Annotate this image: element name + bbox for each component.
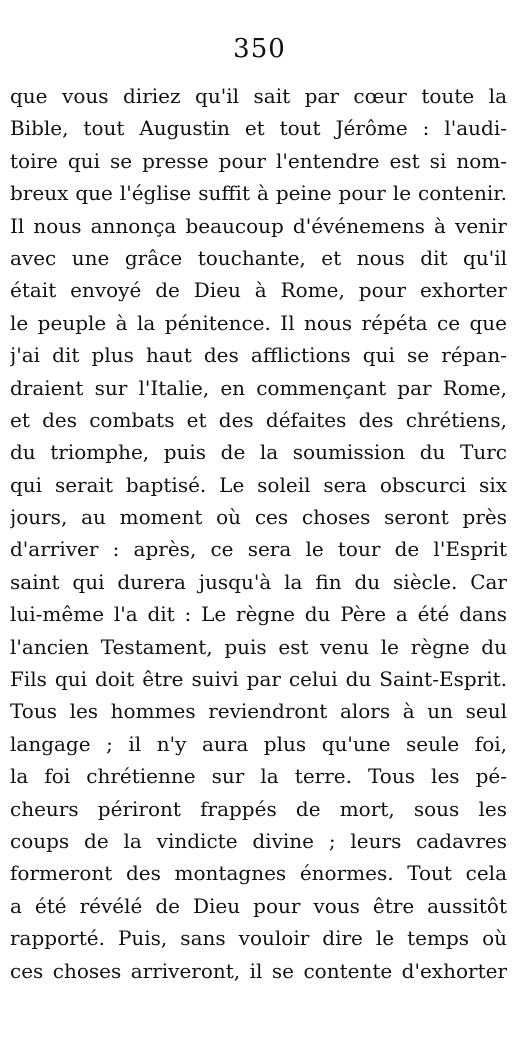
text-line: langage ; il n'y aura plus qu'une seule foi, (10, 731, 507, 756)
text-line: était envoyé de Dieu à Rome, pour exhorter (10, 278, 507, 303)
text-line: jours, au moment où ces choses seront près (10, 505, 507, 530)
text-line: et des combats et des défaites des chrétiens, (10, 407, 507, 432)
text-line: ces choses arriveront, il se contente d'exhorter (10, 958, 507, 983)
text-line: rapporté. Puis, sans vouloir dire le temps où (10, 926, 507, 951)
text-line: breux que l'église suffit à peine pour le contenir. (10, 181, 507, 206)
text-line: l'ancien Testament, puis est venu le règne du (10, 634, 507, 659)
text-line: lui-même l'a dit : Le règne du Père a été dans (10, 602, 507, 627)
text-line: du triomphe, puis de la soumission du Turc (10, 440, 507, 465)
text-line: Fils qui doit être suivi par celui du Saint-Esprit. (10, 667, 507, 692)
body-text (10, 80, 507, 987)
text-line: j'ai dit plus haut des afflictions qui se répan- (10, 343, 507, 368)
page-number: 350 (233, 34, 286, 64)
text-line: formeront des montagnes énormes. Tout cela (10, 861, 507, 886)
text-line: Bible, tout Augustin et tout Jérôme : l'audi- (10, 116, 507, 141)
text-line: d'arriver : après, ce sera le tour de l'Esprit (10, 537, 507, 562)
text-line: le peuple à la pénitence. Il nous répéta ce que (10, 310, 507, 335)
text-line: coups de la vindicte divine ; leurs cadavres (10, 828, 507, 853)
text-line: toire qui se presse pour l'entendre est si nom- (10, 148, 507, 173)
text-line: avec une grâce touchante, et nous dit qu'il (10, 245, 507, 270)
text-line: Tous les hommes reviendront alors à un seul (10, 699, 507, 724)
text-line: la foi chrétienne sur la terre. Tous les pé- (10, 764, 507, 789)
text-line: draient sur l'Italie, en commençant par Rome, (10, 375, 507, 400)
text-line: qui serait baptisé. Le soleil sera obscurci six (10, 472, 507, 497)
text-line: a été révélé de Dieu pour vous être aussitôt (10, 893, 507, 918)
text-line: saint qui durera jusqu'à la fin du siècle. Car (10, 569, 507, 594)
text-line: cheurs périront frappés de mort, sous les (10, 796, 507, 821)
text-line: Il nous annonça beaucoup d'événemens à venir (10, 213, 507, 238)
text-line: que vous diriez qu'il sait par cœur toute la (10, 84, 507, 108)
